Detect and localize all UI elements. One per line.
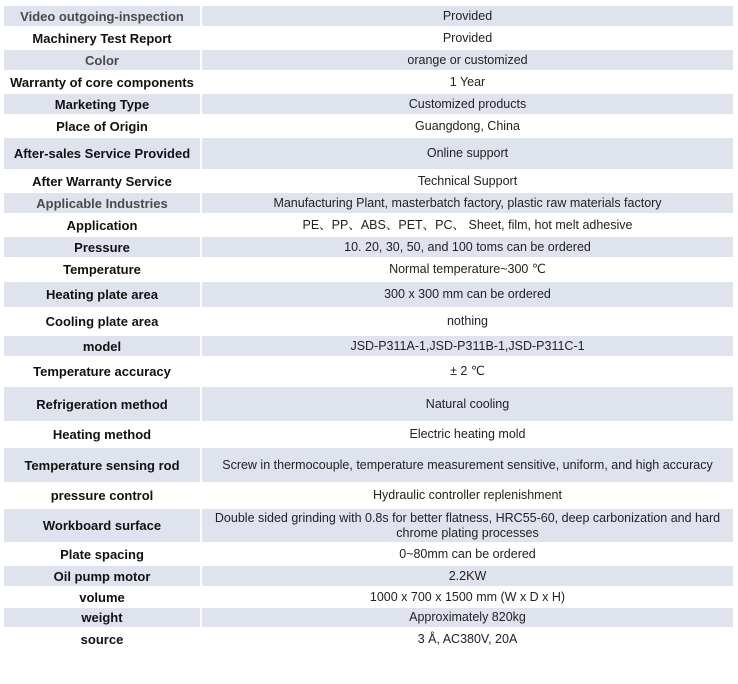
spec-key: After Warranty Service — [4, 171, 200, 191]
spec-key: Oil pump motor — [4, 566, 200, 586]
spec-value: ± 2 ℃ — [202, 358, 733, 385]
spec-value: Normal temperature~300 ℃ — [202, 259, 733, 280]
spec-value: Technical Support — [202, 171, 733, 191]
spec-key: Marketing Type — [4, 94, 200, 114]
spec-value: 2.2KW — [202, 566, 733, 586]
table-row — [4, 336, 733, 356]
table-row — [4, 215, 733, 235]
spec-value: Natural cooling — [202, 387, 733, 421]
table-row — [4, 309, 733, 334]
table-row — [4, 259, 733, 280]
spec-key: Heating plate area — [4, 282, 200, 307]
spec-value: PE、PP、ABS、PET、PC、 Sheet, film, hot melt adhesive — [202, 215, 733, 235]
spec-key: weight — [4, 608, 200, 627]
table-row — [4, 72, 733, 92]
spec-key: Applicable Industries — [4, 193, 200, 213]
table-row — [4, 116, 733, 136]
spec-value: 3 Å, AC380V, 20A — [202, 629, 733, 649]
table-row — [4, 484, 733, 507]
spec-key: pressure control — [4, 484, 200, 507]
spec-key: Workboard surface — [4, 509, 200, 542]
spec-value: Screw in thermocouple, temperature measurement sensitive, uniform, and high accuracy — [202, 448, 733, 482]
spec-key: After-sales Service Provided — [4, 138, 200, 169]
spec-value: Approximately 820kg — [202, 608, 733, 627]
spec-key: volume — [4, 588, 200, 606]
spec-key: Pressure — [4, 237, 200, 257]
spec-value: Manufacturing Plant, masterbatch factory, plastic raw materials factory — [202, 193, 733, 213]
spec-value: 1000 x 700 x 1500 mm (W x D x H) — [202, 588, 733, 606]
spec-key: Heating method — [4, 423, 200, 446]
spec-value: Electric heating mold — [202, 423, 733, 446]
spec-value: 1 Year — [202, 72, 733, 92]
spec-key: Place of Origin — [4, 116, 200, 136]
table-row — [4, 171, 733, 191]
table-row — [4, 387, 733, 421]
spec-key: Warranty of core components — [4, 72, 200, 92]
spec-key: Temperature sensing rod — [4, 448, 200, 482]
table-row — [4, 509, 733, 542]
spec-table — [2, 4, 735, 651]
spec-value: nothing — [202, 309, 733, 334]
spec-key: Color — [4, 50, 200, 70]
table-row — [4, 282, 733, 307]
spec-key: model — [4, 336, 200, 356]
spec-value: Hydraulic controller replenishment — [202, 484, 733, 507]
spec-value: Provided — [202, 6, 733, 26]
spec-key: source — [4, 629, 200, 649]
spec-value: orange or customized — [202, 50, 733, 70]
spec-value: Guangdong, China — [202, 116, 733, 136]
spec-value: JSD-P311A-1,JSD-P311B-1,JSD-P311C-1 — [202, 336, 733, 356]
table-row — [4, 94, 733, 114]
spec-key: Temperature — [4, 259, 200, 280]
spec-key: Temperature accuracy — [4, 358, 200, 385]
spec-key: Cooling plate area — [4, 309, 200, 334]
spec-key: Machinery Test Report — [4, 28, 200, 48]
table-row — [4, 608, 733, 627]
table-row — [4, 193, 733, 213]
table-row — [4, 50, 733, 70]
table-row — [4, 566, 733, 586]
table-row — [4, 358, 733, 385]
spec-value: 300 x 300 mm can be ordered — [202, 282, 733, 307]
spec-key: Plate spacing — [4, 544, 200, 564]
table-row — [4, 237, 733, 257]
spec-value: Provided — [202, 28, 733, 48]
table-row — [4, 423, 733, 446]
table-row — [4, 588, 733, 606]
table-row — [4, 138, 733, 169]
table-row — [4, 28, 733, 48]
spec-key: Application — [4, 215, 200, 235]
table-row — [4, 544, 733, 564]
spec-value: Customized products — [202, 94, 733, 114]
spec-key: Video outgoing-inspection — [4, 6, 200, 26]
table-row — [4, 448, 733, 482]
table-row — [4, 629, 733, 649]
table-row — [4, 6, 733, 26]
spec-value: Online support — [202, 138, 733, 169]
spec-key: Refrigeration method — [4, 387, 200, 421]
spec-value: 10. 20, 30, 50, and 100 toms can be ordered — [202, 237, 733, 257]
spec-value: Double sided grinding with 0.8s for better flatness, HRC55-60, deep carbonization and hard chrome plating processes — [202, 509, 733, 542]
spec-value: 0~80mm can be ordered — [202, 544, 733, 564]
